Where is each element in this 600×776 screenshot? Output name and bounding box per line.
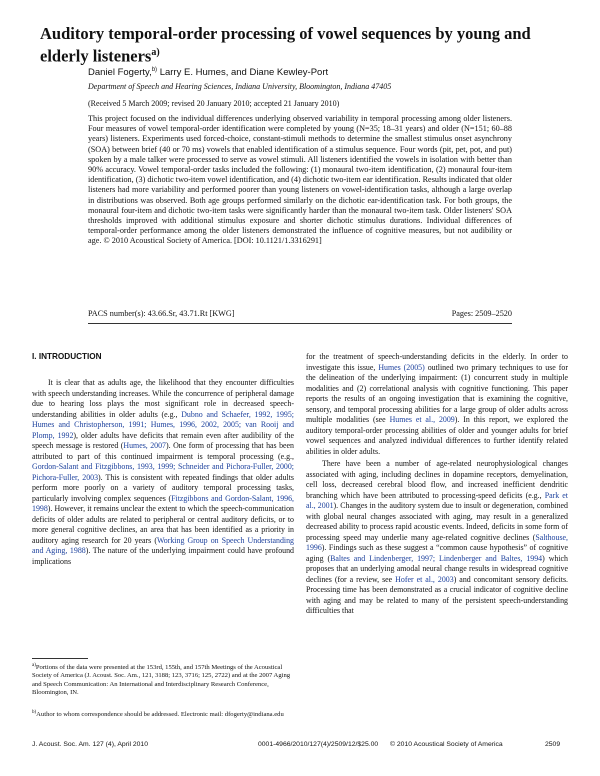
right-column-text <box>306 352 568 617</box>
citation-link[interactable]: Humes et al., 2009 <box>389 415 455 424</box>
text-run: ) which proposes that an underlying amodal neural change results in widespread cognitive declines (for a review, see <box>306 553 569 584</box>
citation-link[interactable]: Gordon-Salant and Fitzgibbons, 1993, 1999; Schneider and Pichora-Fuller, 2000; Pichora-Fuller, 2003 <box>32 462 294 482</box>
citation-link[interactable]: Humes (2005) <box>378 362 425 372</box>
citation-link[interactable]: Salthouse, 1996 <box>306 532 568 552</box>
footnote-text: Portions of the data were presented at the 153rd, 155th, and 157th Meetings of the Acoustical Society of America (J. Acoust. Soc. Am., 121, 3188; 123, 3716; 125, 2722) and at the 2007 Aging and Speech Communication: An International and Interdisciplinary Research Conference, Bloomington, IN. <box>32 664 291 696</box>
author-line <box>88 67 328 78</box>
text-run: ). In this report, we explored the auditory temporal-order processing abilities of older and younger adults for brief vowel sequences and analyzed individual differences to further identify related abilities in older adults. <box>306 415 569 456</box>
footnote-mark: b) <box>32 710 37 715</box>
text-run: ) and concomitant sensory deficits. Processing time has been demonstrated as a crucial indicator of cognitive decline with aging and may be related to many of the persistent speech-understanding difficulties that <box>306 574 568 615</box>
pacs-numbers: PACS number(s): 43.66.Sr, 43.71.Rt [KWG] <box>88 309 235 318</box>
footer-page-number: 2509 <box>545 741 561 748</box>
footer-journal: J. Acoust. Soc. Am. 127 (4), April 2010 <box>32 741 148 748</box>
text-run: for the treatment of speech-understanding deficits in the elderly. In order to investigate this issue, <box>306 352 568 372</box>
footnote-a <box>32 662 294 697</box>
text-run: It is clear that as adults age, the likelihood that they encounter difficulties with speech understanding increases. While the concurrence of peripheral damage due to hearing loss plays the most significant role in decreased speech-understanding abilities in older adults (e.g., <box>32 378 294 419</box>
text-run: ). The nature of the underlying impairment could have profound implications <box>32 546 294 566</box>
left-column-text <box>32 378 294 567</box>
footnote-divider <box>32 658 88 659</box>
text-run: ). One form of processing that has been attributed to part of this continued impairment is temporal processing (e.g., <box>32 441 294 461</box>
text-run: ). Findings such as these suggest a “common cause hypothesis” of cognitive aging ( <box>306 543 568 563</box>
footnote-mark: a) <box>32 663 36 668</box>
citation-link[interactable]: Baltes and Lindenberger, 1997; Lindenberger and Baltes, 1994 <box>330 553 543 563</box>
citation-link[interactable]: Fitzgibbons and Gordon-Salant, 1996, 1998 <box>32 493 295 513</box>
footnote-b <box>32 709 294 719</box>
affiliation: Department of Speech and Hearing Sciences, Indiana University, Bloomington, Indiana 47405 <box>88 82 392 91</box>
text-run: ). This is consistent with repeated findings that older adults perform more poorly on a variety of auditory temporal processing tasks, particularly involving complex sequences ( <box>32 472 294 503</box>
citation-link[interactable]: Working Group on Speech Understanding and Aging, 1988 <box>32 535 295 555</box>
text-run: ), older adults have deficits that remain even after audibility of the speech message is restored ( <box>32 430 294 450</box>
citation-link[interactable]: Humes, 2007 <box>123 441 166 450</box>
article-title <box>40 24 540 66</box>
text-run: ). Changes in the auditory system due to insult or degeneration, combined with global neural changes associated with aging, may result in a generalized decreased ability to process rapid acoustic events. Indeed, deficits in some form of processing speed may underlie many age-related cognitive declines ( <box>306 501 568 542</box>
section-heading: I. INTRODUCTION <box>32 352 102 361</box>
page-range: Pages: 2509–2520 <box>451 309 512 318</box>
paragraph <box>306 459 568 617</box>
text-run: There have been a number of age-related neurophysiological changes associated with aging, including declines in dopamine receptors, demyelination, cell loss, decreased cerebral blood flow, and increased inefficient dendritic branching which have been attributed to processing-speed deficits (e.g., <box>306 459 568 500</box>
author-footnote-mark[interactable]: b) <box>151 67 158 73</box>
title-text: Auditory temporal-order processing of vowel sequences by young and elderly listeners <box>40 24 531 66</box>
author-rest: Larry E. Humes, and Diane Kewley-Port <box>157 67 329 79</box>
footer-code: 0001-4966/2010/127(4)/2509/12/$25.00 <box>258 741 379 748</box>
citation-link[interactable]: Dubno and Schaefer, 1992, 1995; Humes and Christopherson, 1991; Humes, 1996, 2002, 2005; van Rooij and Plomp, 1992 <box>32 409 294 440</box>
title-footnote-mark[interactable]: a) <box>151 47 160 58</box>
author-first: Daniel Fogerty, <box>88 67 152 79</box>
pacs-row <box>88 309 512 318</box>
abstract: This project focused on the individual differences underlying observed variability in temporal processing among older listeners. Four measures of vowel temporal-order identification were completed by young (N=35; 18–31 years) and older (N=151; 60–88 years) listeners. Experiments used forced-choice, constant-stimuli methods to determine the smallest stimulus onset asynchrony (SOA) between brief (40 or 70 ms) vowels that enabled identification of a stimulus sequence. Four words (pit, pet, pot, and put) spoken by a male talker were processed to serve as vowel stimuli. All listeners identified the vowels in isolation with better than 90% accuracy. Vowel temporal-order tasks included the following: (1) monaural two-item identification, (2) monaural four-item identification, (3) dichotic two-item vowel identification, and (4) dichotic two-item ear identification. Results indicated that older listeners had more variability and performed poorer than young listeners on vowel-identification tasks, although a large overlap in distributions was observed. Both age groups performed similarly on the dichotic ear-identification task. For both groups, the monaural four-item and dichotic two-item tasks were significantly harder than the monaural two-item task. Older listeners' SOA thresholds improved with additional stimulus exposure and shorter dichotic stimulus durations. Individual differences of temporal-order performance among the older listeners demonstrated the influence of cognitive measures, but not audibility or age. © 2010 Acoustical Society of America. [DOI: 10.1121/1.3316291] <box>88 114 512 246</box>
text-run: outlined two primary techniques to use for the delineation of the underlying impairment: (1) concurrent study in multiple modalities and (2) correlational analysis with cognitive functioning. This paper reports the results of an ongoing investigation that is examining the cognitive, sensory, and temporal processing abilities for a large group of older adults across multiple modalities (see <box>306 362 568 424</box>
citation-link[interactable]: Park et al., 2001 <box>306 490 569 510</box>
received-dates: (Received 5 March 2009; revised 20 January 2010; accepted 21 January 2010) <box>88 99 340 108</box>
header-divider <box>88 323 512 324</box>
footer-copyright: © 2010 Acoustical Society of America <box>390 741 503 748</box>
paragraph <box>306 352 568 457</box>
footnote-text: Author to whom correspondence should be addressed. Electronic mail: dfogerty@indiana.edu <box>36 711 284 719</box>
citation-link[interactable]: Hofer et al., 2003 <box>395 574 454 584</box>
text-run: ). However, it remains unclear the extent to which the speech-communication deficits of older adults are related to peripheral or central auditory deficits, or to more general cognitive declines, an area that has been identified as a priority in auditory aging research for 20 years ( <box>32 504 294 545</box>
